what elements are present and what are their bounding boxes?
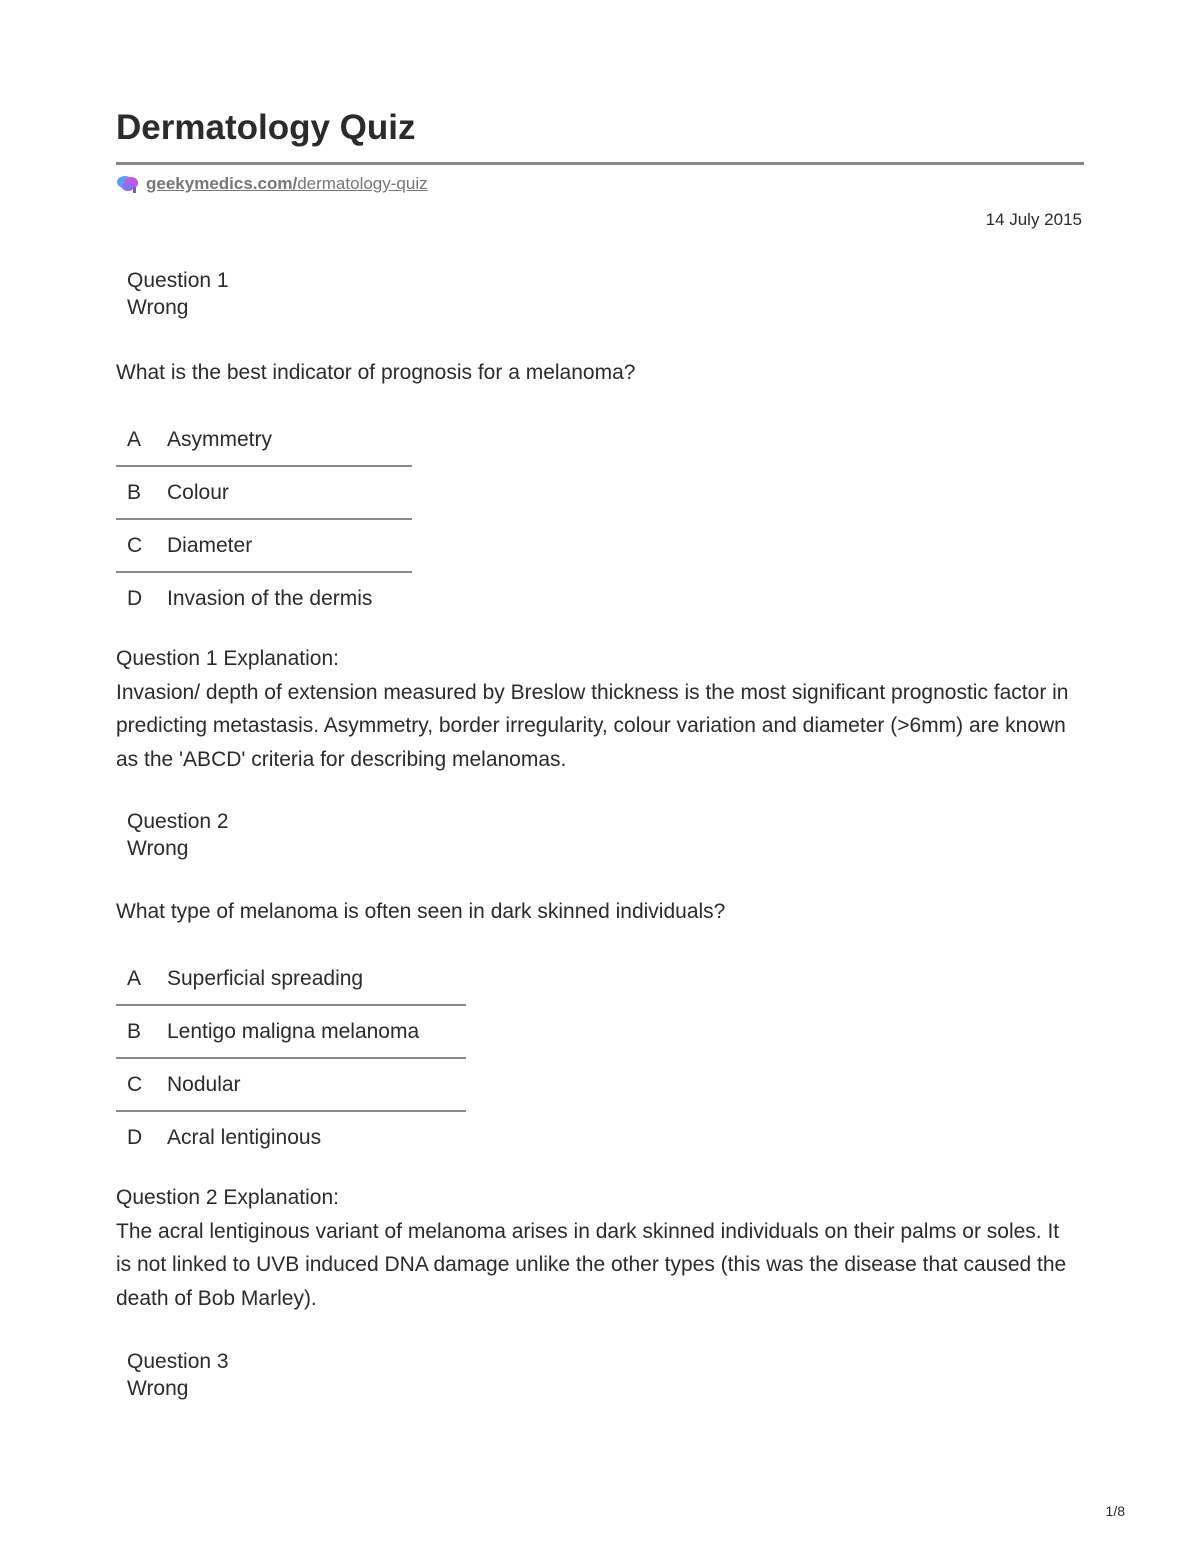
option-letter: C xyxy=(127,1072,143,1096)
question-header xyxy=(127,808,229,862)
source-link[interactable] xyxy=(146,174,428,194)
answer-option[interactable] xyxy=(116,467,412,520)
source-domain: geekymedics.com/ xyxy=(146,174,298,193)
answer-option[interactable] xyxy=(116,520,412,573)
question-status: Wrong xyxy=(127,1377,189,1400)
option-text: Diameter xyxy=(167,533,253,557)
question-text: What is the best indicator of prognosis for a melanoma? xyxy=(116,361,636,384)
question-status: Wrong xyxy=(127,837,189,860)
option-letter: D xyxy=(127,1125,143,1149)
source-link-row xyxy=(116,174,428,194)
question-label: Question 1 xyxy=(127,269,229,292)
option-letter: D xyxy=(127,586,143,610)
answer-option[interactable] xyxy=(116,414,412,467)
answer-options xyxy=(116,953,466,1163)
title-divider xyxy=(116,162,1084,165)
option-letter: A xyxy=(127,427,142,451)
answer-option[interactable] xyxy=(116,1112,466,1163)
option-letter: B xyxy=(127,1019,142,1043)
explanation-text: Invasion/ depth of extension measured by Breslow thickness is the most significant prognostic factor in predicting metastasis. Asymmetry, border irregularity, colour variation and diameter (>6mm) are known as the 'ABCD' criteria for describing melanomas. xyxy=(116,680,1069,771)
option-text: Colour xyxy=(167,480,229,504)
question-header xyxy=(127,267,229,321)
answer-option[interactable] xyxy=(116,573,412,624)
explanation-block xyxy=(116,1181,1076,1315)
publish-date: 14 July 2015 xyxy=(985,210,1082,229)
answer-option[interactable] xyxy=(116,953,466,1006)
explanation-text: The acral lentiginous variant of melanoma arises in dark skinned individuals on their palms or soles. It is not linked to UVB induced DNA damage unlike the other types (this was the disease that caused the death of Bob Marley). xyxy=(116,1219,1067,1310)
option-letter: C xyxy=(127,533,143,557)
explanation-label: Question 2 Explanation: xyxy=(116,1186,339,1209)
brain-logo-icon xyxy=(116,174,140,194)
option-text: Lentigo maligna melanoma xyxy=(167,1019,420,1043)
answer-options xyxy=(116,414,412,624)
question-label: Question 3 xyxy=(127,1350,229,1373)
option-letter: A xyxy=(127,966,142,990)
question-text: What type of melanoma is often seen in dark skinned individuals? xyxy=(116,900,726,923)
question-status: Wrong xyxy=(127,296,189,319)
option-text: Acral lentiginous xyxy=(167,1125,322,1149)
option-text: Asymmetry xyxy=(167,427,272,451)
page-title: Dermatology Quiz xyxy=(116,108,416,147)
explanation-label: Question 1 Explanation: xyxy=(116,647,339,670)
source-path: dermatology-quiz xyxy=(297,174,428,193)
answer-option[interactable] xyxy=(116,1006,466,1059)
explanation-block xyxy=(116,642,1076,776)
page-number: 1/8 xyxy=(1105,1503,1125,1519)
question-header xyxy=(127,1348,229,1402)
question-label: Question 2 xyxy=(127,810,229,833)
option-letter: B xyxy=(127,480,142,504)
option-text: Superficial spreading xyxy=(167,966,364,990)
option-text: Nodular xyxy=(167,1072,241,1096)
answer-option[interactable] xyxy=(116,1059,466,1112)
option-text: Invasion of the dermis xyxy=(167,586,373,610)
